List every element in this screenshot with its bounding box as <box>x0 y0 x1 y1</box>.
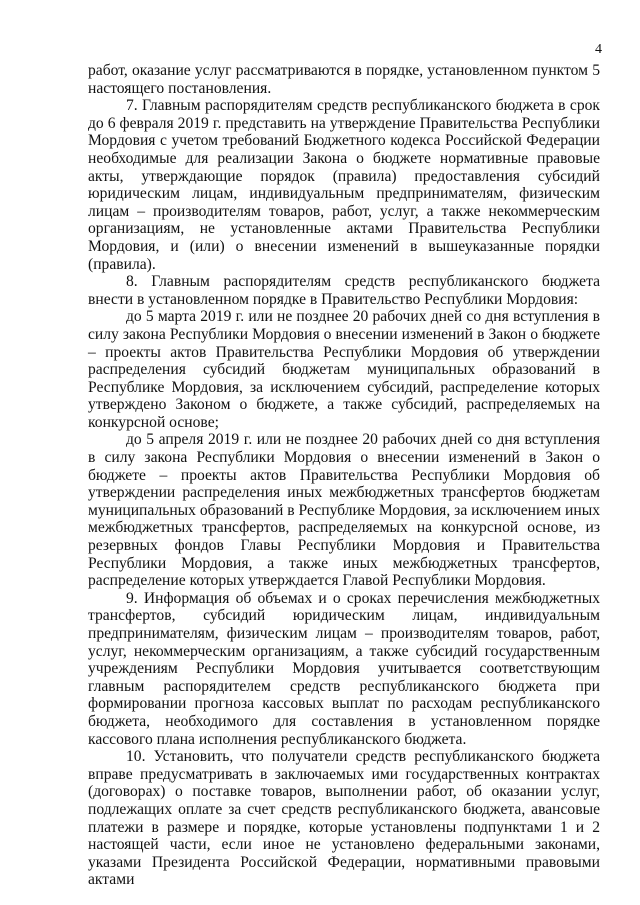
paragraph-item-8-april: до 5 апреля 2019 г. или не позднее 20 рабочих дней со дня вступления в силу закона Республики Мордовия о внесении изменений в Закон о бюджете – проекты актов Правительства Республики Мордовия об утверждении распределения иных межбюджетных трансфертов бюджетам муниципальных образований в Республике Мордовия, за исключением иных межбюджетных трансфертов, распределяемых на конкурсной основе, из резервных фондов Главы Республики Мордовия и Правительства Республики Мордовия, а также иных межбюджетных трансфертов, распределение которых утверждается Главой Республики Мордовия. <box>88 431 600 590</box>
paragraph-item-9: 9. Информация об объемах и о сроках перечисления межбюджетных трансфертов, субсидий юридическим лицам, индивидуальным предпринимателям, физическим лицам – производителям товаров, работ, услуг, некоммерческим организациям, а также субсидий государственным учреждениям Республики Мордовия учитывается соответствующим главным распорядителем средств республиканского бюджета при формировании прогноза кассовых выплат по расходам республиканского бюджета, необходимого для составления в установленном порядке кассового плана исполнения республиканского бюджета. <box>88 589 600 748</box>
paragraph-item-10: 10. Установить, что получатели средств республиканского бюджета вправе предусматривать в заключаемых ими государственных контрактах (договорах) о поставке товаров, выполнении работ, об оказании услуг, подлежащих оплате за счет средств республиканского бюджета, авансовые платежи в размере и порядке, которые установлены подпунктами 1 и 2 настоящей части, если иное не установлено федеральными законами, указами Президента Российской Федерации, нормативными правовыми актами <box>88 748 600 889</box>
paragraph-continuation: работ, оказание услуг рассматриваются в порядке, установленном пунктом 5 настоящего постановления. <box>88 62 600 97</box>
paragraph-item-8: 8. Главным распорядителям средств республиканского бюджета внести в установленном порядке в Правительство Республики Мордовия: <box>88 273 600 308</box>
paragraph-item-8-march: до 5 марта 2019 г. или не позднее 20 рабочих дней со дня вступления в силу закона Республики Мордовия о внесении изменений в Закон о бюджете – проекты актов Правительства Республики Мордовия об утверждении распределения субсидий бюджетам муниципальных образований в Республике Мордовия, за исключением субсидий, распределение которых утверждено Законом о бюджете, а также субсидий, распределяемых на конкурсной основе; <box>88 308 600 431</box>
page-number: 4 <box>595 42 602 57</box>
document-body <box>88 62 600 889</box>
paragraph-item-7: 7. Главным распорядителям средств республиканского бюджета в срок до 6 февраля 2019 г. представить на утверждение Правительства Республики Мордовия с учетом требований Бюджетного кодекса Российской Федерации необходимые для реализации Закона о бюджете нормативные правовые акты, утверждающие порядок (правила) предоставления субсидий юридическим лицам, индивидуальным предпринимателям, физическим лицам – производителям товаров, работ, услуг, а также некоммерческим организациям, не установленные актами Правительства Республики Мордовия, и (или) о внесении изменений в вышеуказанные порядки (правила). <box>88 97 600 273</box>
